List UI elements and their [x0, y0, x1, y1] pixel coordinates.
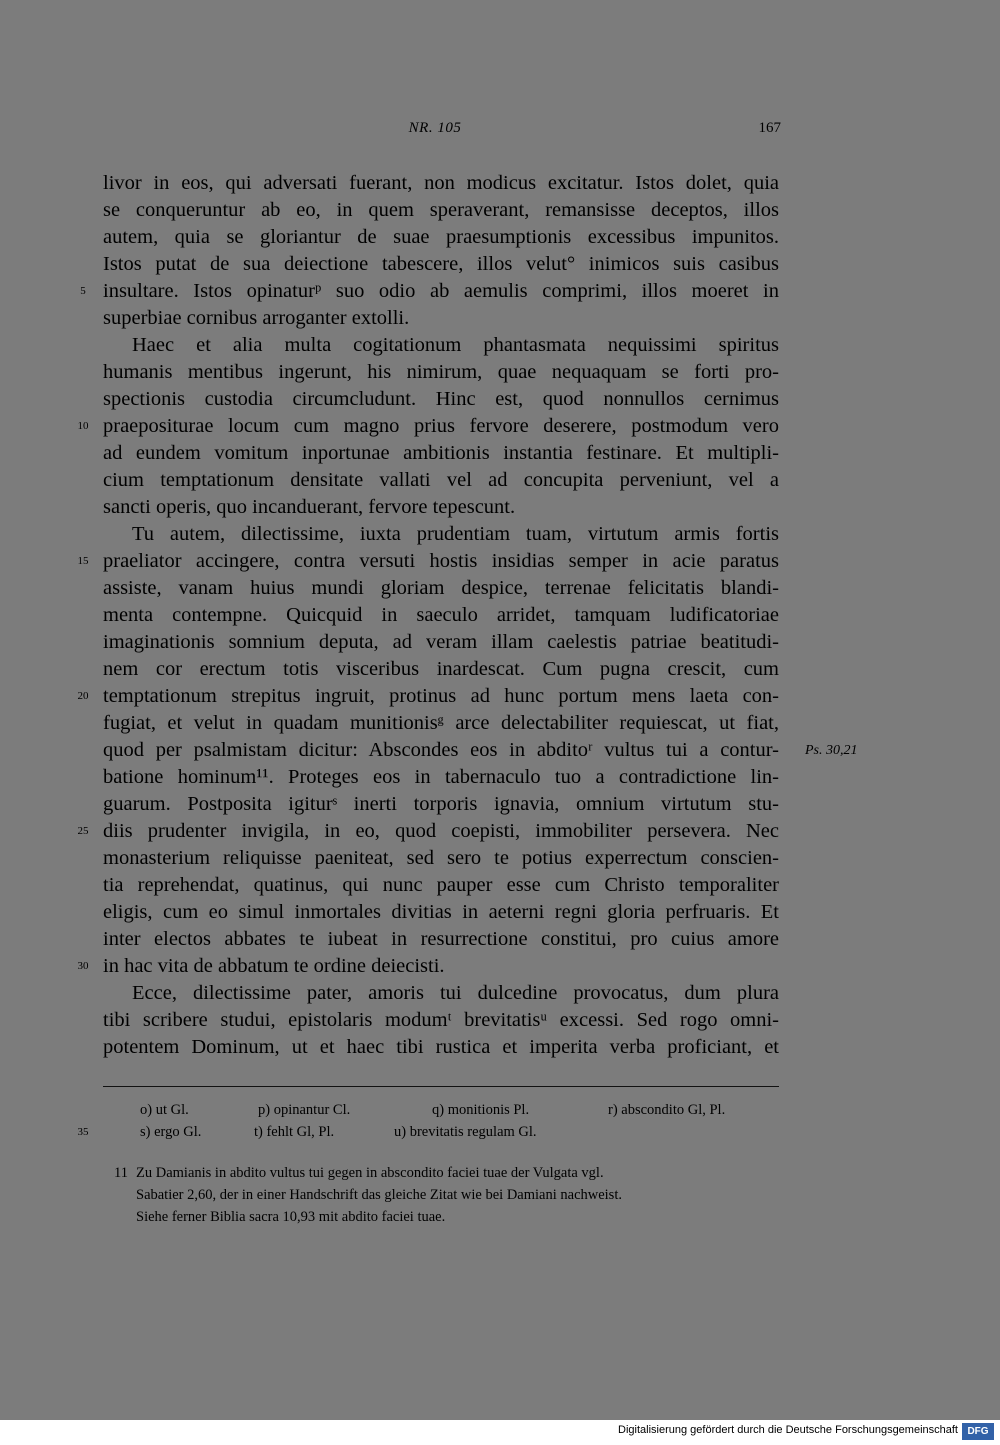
note-number: 11 [114, 1165, 128, 1181]
text-line: superbiae cornibus arroganter extolli. [103, 307, 410, 329]
text-line: Haec et alia multa cogitationum phantasmata nequissimi spiritus [132, 334, 779, 356]
text-line: se conqueruntur ab eo, in quem speraverant, remansisse deceptos, illos [103, 199, 779, 221]
apparatus-entry: o) ut Gl. [140, 1102, 189, 1118]
text-line: cium temptationum densitate vallati vel ad concupita perveniunt, vel a [103, 469, 779, 491]
line-number: 20 [77, 690, 89, 702]
text-line: quod per psalmistam dicitur: Abscondes eos in abditoʳ vultus tui a contur- [103, 739, 779, 761]
apparatus-entry: r) abscondito Gl, Pl. [608, 1102, 726, 1118]
text-line: menta contempne. Quicquid in saeculo arridet, tamquam ludificatoriae [103, 604, 779, 626]
line-number: 35 [77, 1126, 89, 1138]
apparatus-row [140, 1100, 780, 1120]
apparatus-entry: p) opinantur Cl. [258, 1102, 351, 1118]
text-line: monasterium reliquisse paeniteat, sed sero te potius experrectum conscien- [103, 847, 779, 869]
text-line: praepositurae locum cum magno prius fervore deserere, postmodum vero [103, 415, 779, 437]
line-number: 15 [77, 555, 89, 567]
apparatus-entry: s) ergo Gl. [140, 1124, 202, 1140]
funding-notice: Digitalisierung gefördert durch die Deutsche Forschungsgemeinschaft [618, 1424, 958, 1436]
text-line: imaginationis somnium deputa, ad veram illam caelestis patriae beatitudi- [103, 631, 779, 653]
apparatus-row [140, 1122, 780, 1142]
text-line: nem cor erectum totis visceribus inardescat. Cum pugna crescit, cum [103, 658, 779, 680]
text-line: autem, quia se gloriantur de suae praesumptionis excessibus impunitos. [103, 226, 779, 248]
note-line: Sabatier 2,60, der in einer Handschrift das gleiche Zitat wie bei Damiani nachweist. [136, 1187, 622, 1203]
running-header-title: NR. 105 [408, 120, 462, 136]
text-line: eligis, cum eo simul inmortales divitias in aeterni regni gloria perfruaris. Et [103, 901, 779, 923]
text-line: spectionis custodia circumcludunt. Hinc est, quod nonnullos cernimus [103, 388, 779, 410]
footnote-separator [103, 1086, 779, 1087]
line-number: 30 [77, 960, 89, 972]
note-line: Zu Damianis in abdito vultus tui gegen in abscondito faciei tuae der Vulgata vgl. [136, 1165, 604, 1181]
text-line: diis prudenter invigila, in eo, quod coepisti, immobiliter persevera. Nec [103, 820, 779, 842]
text-line: humanis mentibus ingerunt, his nimirum, quae nequaquam se forti pro- [103, 361, 779, 383]
text-line: insultare. Istos opinaturᵖ suo odio ab aemulis comprimi, illos moeret in [103, 280, 779, 302]
note-line: Siehe ferner Biblia sacra 10,93 mit abdito faciei tuae. [136, 1209, 446, 1225]
text-line: in hac vita de abbatum te ordine deiecisti. [103, 955, 445, 977]
text-line: tibi scribere studui, epistolaris modumᵗ brevitatisᵘ excessi. Sed rogo omni- [103, 1009, 779, 1031]
line-number: 10 [77, 420, 89, 432]
text-line: inter electos abbates te iubeat in resurrectione constitui, pro cuius amore [103, 928, 779, 950]
footer-bar [0, 1420, 1000, 1445]
text-line: assiste, vanam huius mundi gloriam despice, terrenae felicitatis blandi- [103, 577, 779, 599]
line-number: 25 [77, 825, 89, 837]
text-line: batione hominum¹¹. Proteges eos in tabernaculo tuo a contradictione lin- [103, 766, 779, 788]
text-line: guarum. Postposita igiturˢ inerti torporis ignavia, omnium virtutum stu- [103, 793, 779, 815]
line-number: 5 [80, 285, 86, 297]
text-line: potentem Dominum, ut et haec tibi rustica et imperita verba proficiant, et [103, 1036, 779, 1058]
text-line: ad eundem vomitum inportunae ambitionis instantia festinare. Et multipli- [103, 442, 779, 464]
text-line: Tu autem, dilectissime, iuxta prudentiam tuam, virtutum armis fortis [132, 523, 779, 545]
margin-reference: Ps. 30,21 [805, 743, 858, 758]
page-number: 167 [758, 120, 781, 136]
apparatus-entry: u) brevitatis regulam Gl. [394, 1124, 537, 1140]
text-line: temptationum strepitus ingruit, protinus ad hunc portum mens laeta con- [103, 685, 779, 707]
text-line: sancti operis, quo incanduerant, fervore tepescunt. [103, 496, 516, 518]
apparatus-entry: t) fehlt Gl, Pl. [254, 1124, 335, 1140]
text-line: fugiat, et velut in quadam munitionisᵍ arce delectabiliter requiescat, ut fiat, [103, 712, 779, 734]
apparatus-entry: q) monitionis Pl. [432, 1102, 530, 1118]
text-line: livor in eos, qui adversati fuerant, non modicus excitatur. Istos dolet, quia [103, 172, 779, 194]
text-line: praeliator accingere, contra versuti hostis insidias semper in acie paratus [103, 550, 779, 572]
text-line: tia reprehendat, quatinus, qui nunc pauper esse cum Christo temporaliter [103, 874, 779, 896]
dfg-logo: DFG [962, 1423, 994, 1440]
text-line: Istos putat de sua deiectione tabescere, illos velut° inimicos suis casibus [103, 253, 779, 275]
text-line: Ecce, dilectissime pater, amoris tui dulcedine provocatus, dum plura [132, 982, 779, 1004]
